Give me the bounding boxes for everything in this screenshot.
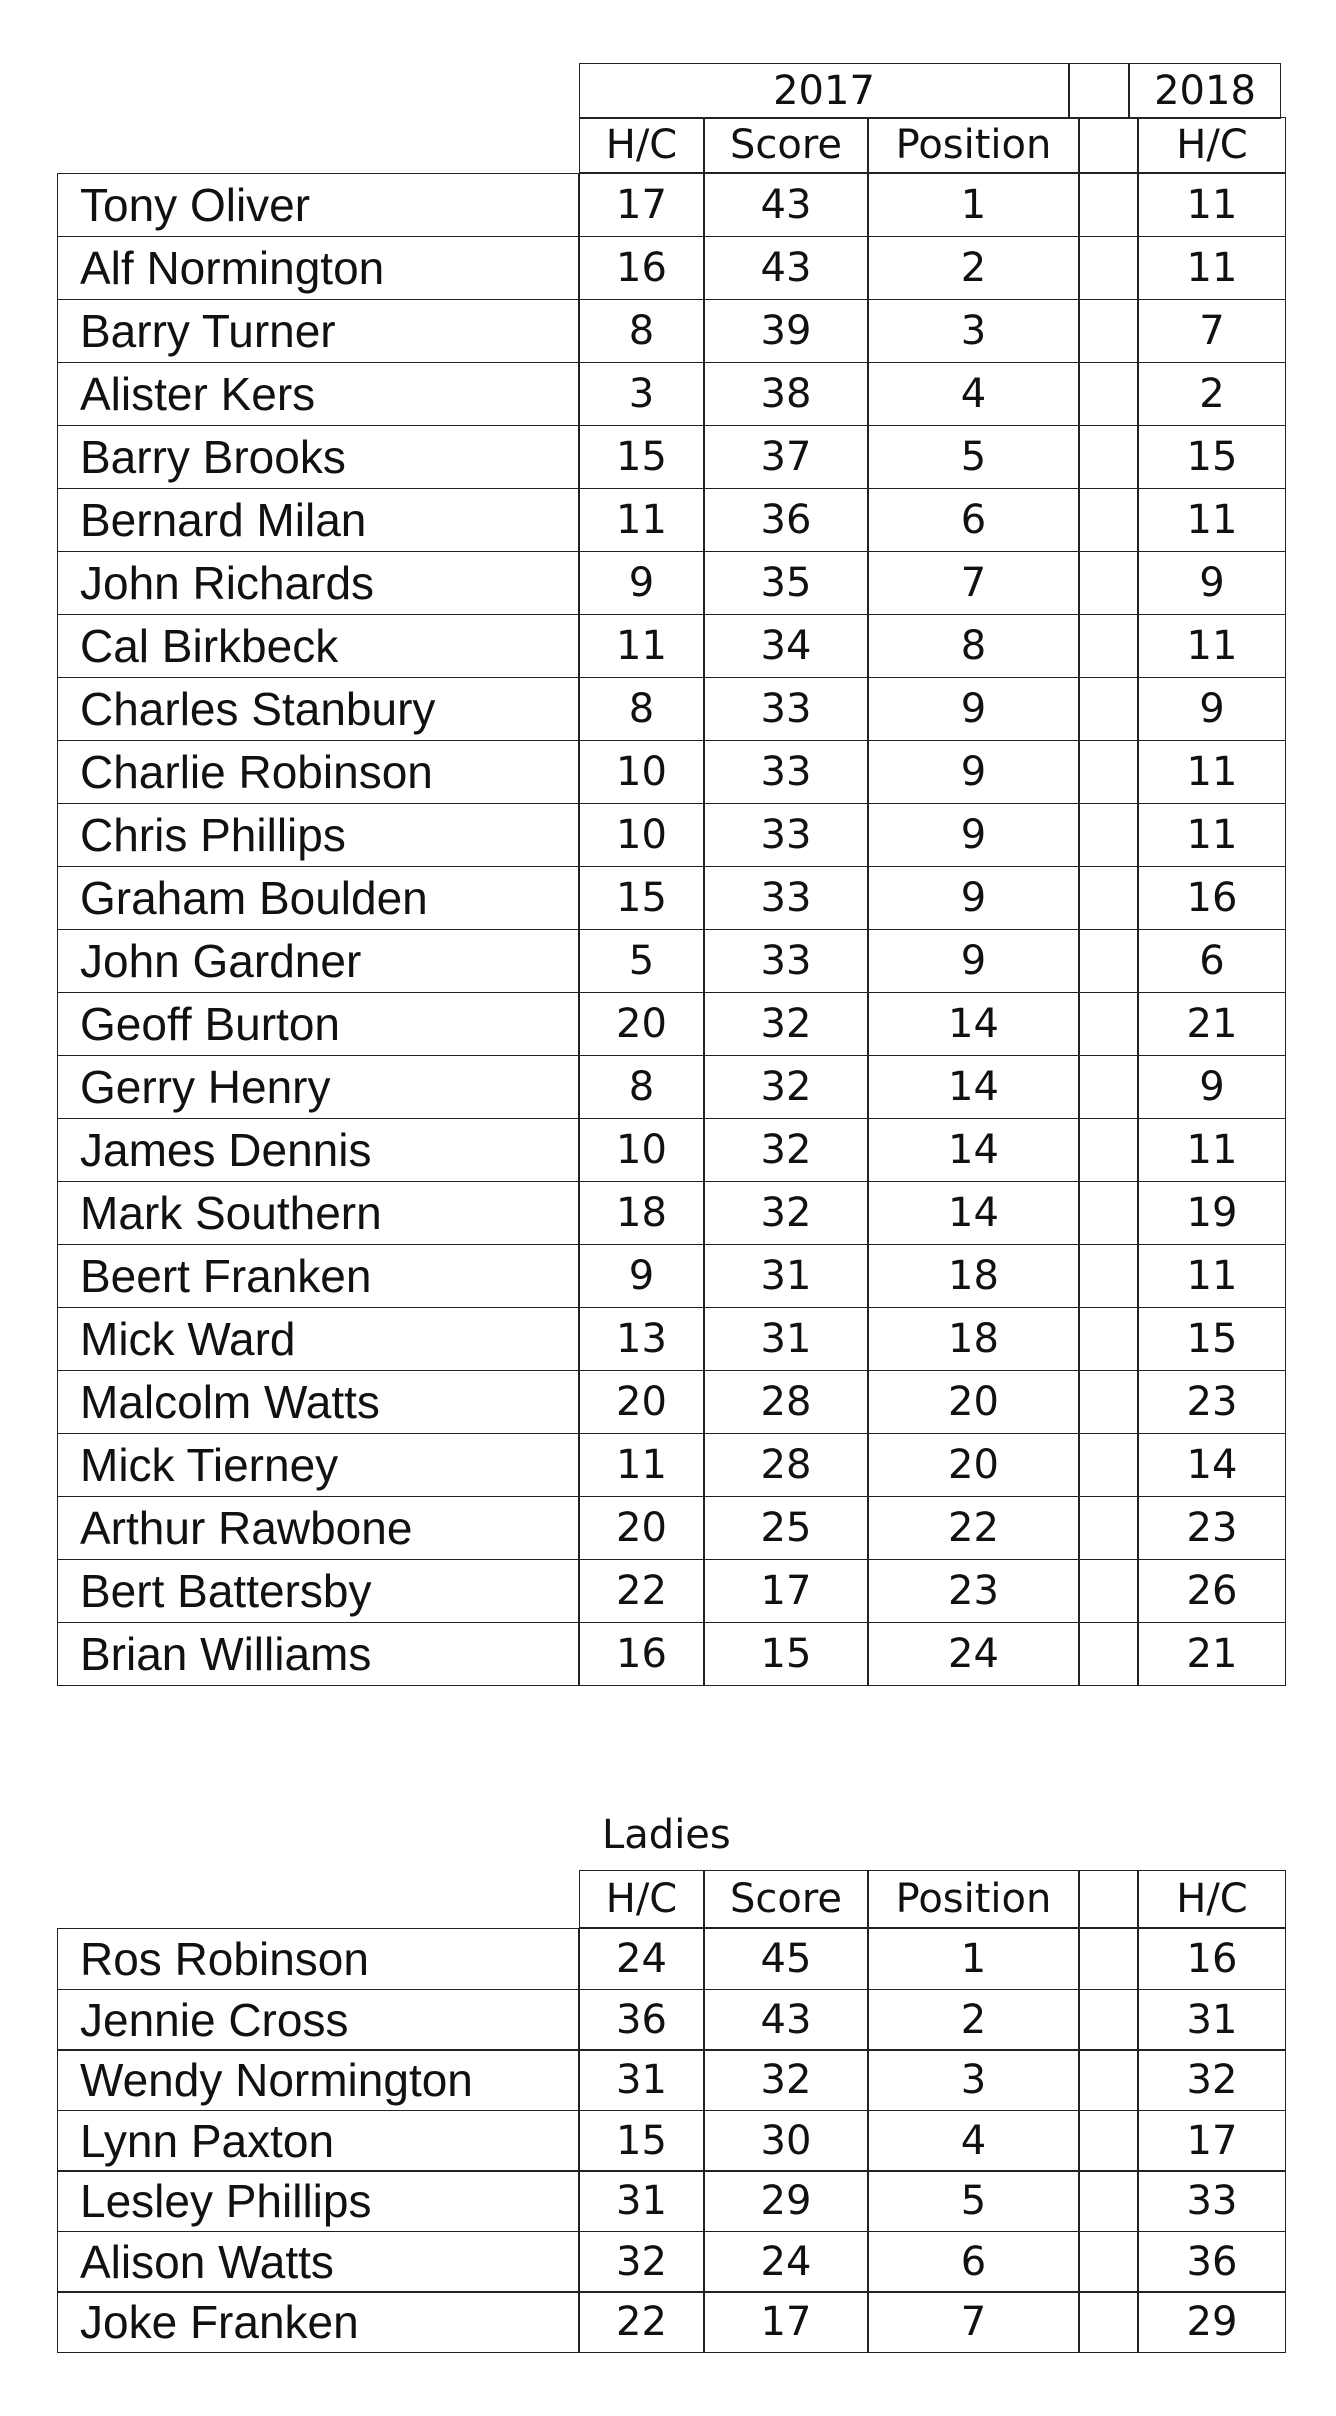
men-score-cell: 33 (704, 677, 868, 741)
ladies-hc2017-cell: 32 (579, 2231, 704, 2293)
men-hc2017-cell: 18 (579, 1181, 704, 1245)
men-hc2017-cell: 20 (579, 1496, 704, 1560)
men-gap-cell (1079, 803, 1138, 867)
men-position-cell: 1 (868, 173, 1079, 237)
men-name-cell: Mark Southern (57, 1181, 579, 1245)
ladies-score-cell: 43 (704, 1989, 868, 2051)
men-name-cell: Alister Kers (57, 362, 579, 426)
men-score-cell: 43 (704, 173, 868, 237)
ladies-hc2018-cell: 32 (1138, 2049, 1286, 2111)
men-hc2018-cell: 16 (1138, 866, 1286, 930)
ladies-name-cell: Jennie Cross (57, 1989, 579, 2051)
men-hc2018-cell: 23 (1138, 1370, 1286, 1434)
men-score-cell: 17 (704, 1559, 868, 1623)
ladies-name-cell: Lesley Phillips (57, 2170, 579, 2232)
men-name-cell: Charlie Robinson (57, 740, 579, 804)
ladies-column-header-hc2017: H/C (579, 1870, 704, 1928)
men-hc2017-cell: 20 (579, 992, 704, 1056)
ladies-name-cell: Lynn Paxton (57, 2110, 579, 2172)
men-gap-cell (1079, 1118, 1138, 1182)
men-hc2017-cell: 11 (579, 1433, 704, 1497)
ladies-gap-cell (1079, 1928, 1138, 1990)
men-position-cell: 24 (868, 1622, 1079, 1686)
ladies-name-cell: Ros Robinson (57, 1928, 579, 1990)
men-score-cell: 43 (704, 236, 868, 300)
men-score-cell: 31 (704, 1307, 868, 1371)
men-name-cell: Malcolm Watts (57, 1370, 579, 1434)
men-hc2017-cell: 20 (579, 1370, 704, 1434)
men-gap-cell (1079, 551, 1138, 615)
men-hc2018-cell: 9 (1138, 677, 1286, 741)
men-score-cell: 32 (704, 1181, 868, 1245)
men-gap-cell (1079, 362, 1138, 426)
column-header-position: Position (868, 117, 1079, 173)
men-score-cell: 33 (704, 740, 868, 804)
men-hc2017-cell: 5 (579, 929, 704, 993)
ladies-hc2018-cell: 36 (1138, 2231, 1286, 2293)
men-hc2018-cell: 11 (1138, 488, 1286, 552)
men-score-cell: 35 (704, 551, 868, 615)
men-hc2018-cell: 21 (1138, 992, 1286, 1056)
men-hc2018-cell: 11 (1138, 614, 1286, 678)
men-gap-cell (1079, 1370, 1138, 1434)
year-gap-header (1069, 63, 1129, 119)
ladies-name-cell: Wendy Normington (57, 2049, 579, 2111)
men-hc2018-cell: 14 (1138, 1433, 1286, 1497)
men-hc2018-cell: 6 (1138, 929, 1286, 993)
men-position-cell: 9 (868, 929, 1079, 993)
men-hc2018-cell: 11 (1138, 236, 1286, 300)
men-hc2018-cell: 11 (1138, 1118, 1286, 1182)
men-name-cell: Mick Tierney (57, 1433, 579, 1497)
men-name-cell: Chris Phillips (57, 803, 579, 867)
men-position-cell: 14 (868, 1055, 1079, 1119)
men-hc2018-cell: 21 (1138, 1622, 1286, 1686)
men-name-cell: Bert Battersby (57, 1559, 579, 1623)
year-2018-header: 2018 (1129, 63, 1281, 119)
ladies-score-cell: 45 (704, 1928, 868, 1990)
ladies-hc2018-cell: 33 (1138, 2170, 1286, 2232)
men-score-cell: 33 (704, 803, 868, 867)
men-hc2017-cell: 11 (579, 488, 704, 552)
column-header-hc2017: H/C (579, 117, 704, 173)
men-hc2018-cell: 9 (1138, 1055, 1286, 1119)
men-hc2017-cell: 9 (579, 551, 704, 615)
men-hc2017-cell: 3 (579, 362, 704, 426)
men-gap-cell (1079, 1244, 1138, 1308)
men-score-cell: 25 (704, 1496, 868, 1560)
men-hc2017-cell: 8 (579, 299, 704, 363)
men-position-cell: 20 (868, 1370, 1079, 1434)
ladies-hc2018-cell: 31 (1138, 1989, 1286, 2051)
men-name-cell: John Richards (57, 551, 579, 615)
men-position-cell: 22 (868, 1496, 1079, 1560)
ladies-score-cell: 32 (704, 2049, 868, 2111)
ladies-column-header-position: Position (868, 1870, 1079, 1928)
men-hc2018-cell: 11 (1138, 1244, 1286, 1308)
men-score-cell: 33 (704, 866, 868, 930)
men-gap-cell (1079, 740, 1138, 804)
ladies-score-cell: 30 (704, 2110, 868, 2172)
men-position-cell: 3 (868, 299, 1079, 363)
men-name-cell: James Dennis (57, 1118, 579, 1182)
men-score-cell: 28 (704, 1370, 868, 1434)
men-name-cell: Bernard Milan (57, 488, 579, 552)
men-gap-cell (1079, 677, 1138, 741)
men-score-cell: 32 (704, 1118, 868, 1182)
men-gap-cell (1079, 614, 1138, 678)
men-name-cell: Barry Brooks (57, 425, 579, 489)
men-gap-cell (1079, 236, 1138, 300)
ladies-name-cell: Alison Watts (57, 2231, 579, 2293)
ladies-position-cell: 4 (868, 2110, 1079, 2172)
men-score-cell: 37 (704, 425, 868, 489)
men-hc2017-cell: 11 (579, 614, 704, 678)
men-gap-cell (1079, 1307, 1138, 1371)
ladies-position-cell: 6 (868, 2231, 1079, 2293)
men-position-cell: 9 (868, 866, 1079, 930)
men-position-cell: 7 (868, 551, 1079, 615)
men-hc2017-cell: 8 (579, 1055, 704, 1119)
men-hc2018-cell: 26 (1138, 1559, 1286, 1623)
men-hc2018-cell: 11 (1138, 173, 1286, 237)
men-hc2018-cell: 15 (1138, 425, 1286, 489)
ladies-column-header-gap (1079, 1870, 1138, 1928)
men-name-cell: Geoff Burton (57, 992, 579, 1056)
men-hc2018-cell: 11 (1138, 740, 1286, 804)
men-position-cell: 9 (868, 740, 1079, 804)
men-hc2017-cell: 15 (579, 866, 704, 930)
ladies-hc2017-cell: 31 (579, 2049, 704, 2111)
column-header-score: Score (704, 117, 868, 173)
men-gap-cell (1079, 1181, 1138, 1245)
men-position-cell: 14 (868, 1118, 1079, 1182)
ladies-title: Ladies (602, 1812, 731, 1858)
men-position-cell: 18 (868, 1307, 1079, 1371)
ladies-gap-cell (1079, 2049, 1138, 2111)
men-score-cell: 36 (704, 488, 868, 552)
men-score-cell: 34 (704, 614, 868, 678)
men-position-cell: 9 (868, 803, 1079, 867)
men-hc2018-cell: 15 (1138, 1307, 1286, 1371)
men-name-cell: John Gardner (57, 929, 579, 993)
men-hc2018-cell: 2 (1138, 362, 1286, 426)
ladies-column-header-hc2018: H/C (1138, 1870, 1286, 1928)
men-name-cell: Arthur Rawbone (57, 1496, 579, 1560)
men-position-cell: 6 (868, 488, 1079, 552)
men-hc2017-cell: 17 (579, 173, 704, 237)
ladies-score-cell: 17 (704, 2291, 868, 2353)
men-score-cell: 32 (704, 992, 868, 1056)
ladies-gap-cell (1079, 2291, 1138, 2353)
ladies-hc2017-cell: 15 (579, 2110, 704, 2172)
ladies-hc2018-cell: 16 (1138, 1928, 1286, 1990)
men-position-cell: 4 (868, 362, 1079, 426)
ladies-hc2017-cell: 36 (579, 1989, 704, 2051)
men-hc2017-cell: 8 (579, 677, 704, 741)
year-2017-header: 2017 (579, 63, 1069, 119)
ladies-gap-cell (1079, 1989, 1138, 2051)
column-header-gap (1079, 117, 1138, 173)
ladies-position-cell: 2 (868, 1989, 1079, 2051)
men-name-cell: Alf Normington (57, 236, 579, 300)
men-name-cell: Cal Birkbeck (57, 614, 579, 678)
ladies-column-header-score: Score (704, 1870, 868, 1928)
men-hc2017-cell: 22 (579, 1559, 704, 1623)
men-name-cell: Graham Boulden (57, 866, 579, 930)
men-score-cell: 28 (704, 1433, 868, 1497)
men-hc2017-cell: 9 (579, 1244, 704, 1308)
men-gap-cell (1079, 1433, 1138, 1497)
men-position-cell: 18 (868, 1244, 1079, 1308)
men-name-cell: Mick Ward (57, 1307, 579, 1371)
ladies-hc2017-cell: 24 (579, 1928, 704, 1990)
men-gap-cell (1079, 929, 1138, 993)
ladies-gap-cell (1079, 2170, 1138, 2232)
men-hc2018-cell: 23 (1138, 1496, 1286, 1560)
men-hc2017-cell: 10 (579, 740, 704, 804)
men-hc2018-cell: 9 (1138, 551, 1286, 615)
men-position-cell: 5 (868, 425, 1079, 489)
ladies-position-cell: 5 (868, 2170, 1079, 2232)
ladies-position-cell: 1 (868, 1928, 1079, 1990)
column-header-hc2018: H/C (1138, 117, 1286, 173)
men-hc2017-cell: 16 (579, 1622, 704, 1686)
men-hc2018-cell: 19 (1138, 1181, 1286, 1245)
men-score-cell: 32 (704, 1055, 868, 1119)
men-name-cell: Barry Turner (57, 299, 579, 363)
men-hc2018-cell: 11 (1138, 803, 1286, 867)
men-hc2017-cell: 10 (579, 803, 704, 867)
men-position-cell: 9 (868, 677, 1079, 741)
men-hc2017-cell: 15 (579, 425, 704, 489)
men-gap-cell (1079, 299, 1138, 363)
men-name-cell: Charles Stanbury (57, 677, 579, 741)
men-name-cell: Beert Franken (57, 1244, 579, 1308)
men-position-cell: 2 (868, 236, 1079, 300)
men-score-cell: 31 (704, 1244, 868, 1308)
men-hc2017-cell: 10 (579, 1118, 704, 1182)
men-name-cell: Tony Oliver (57, 173, 579, 237)
men-position-cell: 8 (868, 614, 1079, 678)
men-gap-cell (1079, 992, 1138, 1056)
ladies-hc2018-cell: 17 (1138, 2110, 1286, 2172)
men-position-cell: 23 (868, 1559, 1079, 1623)
men-score-cell: 15 (704, 1622, 868, 1686)
men-hc2018-cell: 7 (1138, 299, 1286, 363)
men-hc2017-cell: 16 (579, 236, 704, 300)
men-gap-cell (1079, 425, 1138, 489)
men-position-cell: 20 (868, 1433, 1079, 1497)
men-score-cell: 38 (704, 362, 868, 426)
ladies-hc2017-cell: 31 (579, 2170, 704, 2232)
ladies-position-cell: 7 (868, 2291, 1079, 2353)
men-gap-cell (1079, 488, 1138, 552)
ladies-score-cell: 24 (704, 2231, 868, 2293)
men-gap-cell (1079, 1055, 1138, 1119)
ladies-hc2018-cell: 29 (1138, 2291, 1286, 2353)
men-gap-cell (1079, 1496, 1138, 1560)
ladies-gap-cell (1079, 2110, 1138, 2172)
ladies-gap-cell (1079, 2231, 1138, 2293)
men-gap-cell (1079, 173, 1138, 237)
men-gap-cell (1079, 866, 1138, 930)
ladies-name-cell: Joke Franken (57, 2291, 579, 2353)
men-name-cell: Gerry Henry (57, 1055, 579, 1119)
men-position-cell: 14 (868, 992, 1079, 1056)
men-name-cell: Brian Williams (57, 1622, 579, 1686)
men-score-cell: 39 (704, 299, 868, 363)
men-gap-cell (1079, 1559, 1138, 1623)
ladies-position-cell: 3 (868, 2049, 1079, 2111)
ladies-hc2017-cell: 22 (579, 2291, 704, 2353)
men-hc2017-cell: 13 (579, 1307, 704, 1371)
men-score-cell: 33 (704, 929, 868, 993)
men-position-cell: 14 (868, 1181, 1079, 1245)
ladies-score-cell: 29 (704, 2170, 868, 2232)
men-gap-cell (1079, 1622, 1138, 1686)
